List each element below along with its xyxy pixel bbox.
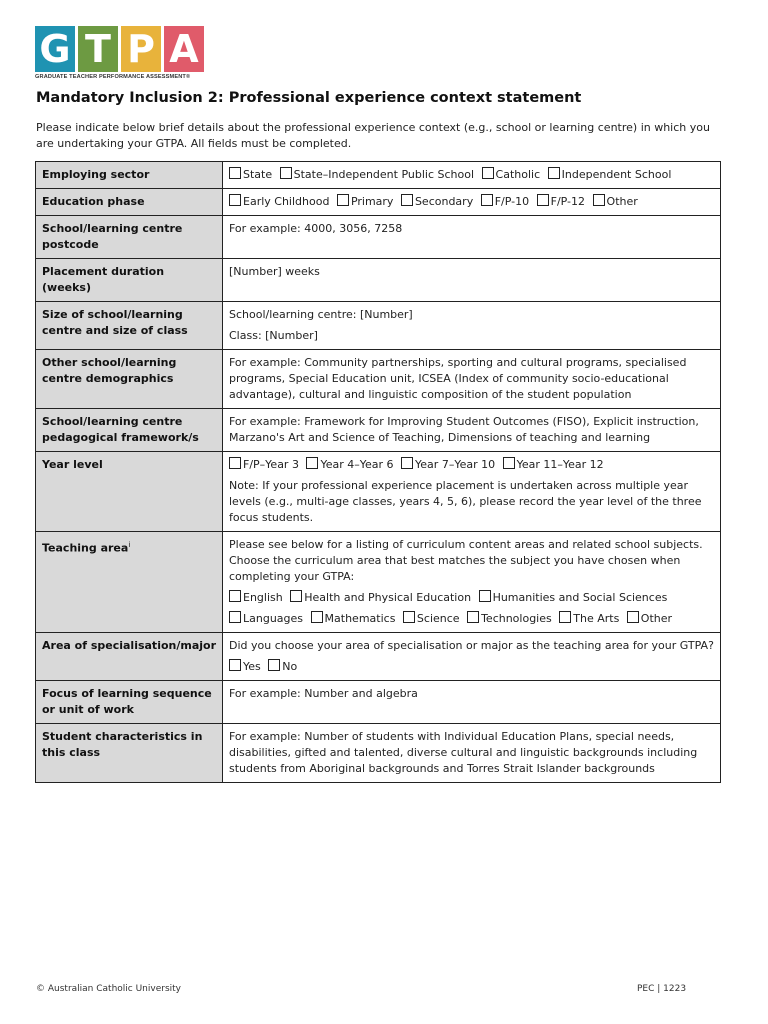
- year-level-options: [229, 457, 714, 473]
- student-characteristics-field[interactable]: For example: Number of students with Individual Education Plans, special needs, disabilities, gifted and talented, diverse cultural and linguistic backgrounds including students from Aboriginal backgrounds and Torres Strait Islander backgrounds: [223, 724, 721, 783]
- checkbox[interactable]: [337, 194, 349, 206]
- option-early-childhood[interactable]: Early Childhood: [229, 195, 329, 208]
- row-student-characteristics: [36, 724, 721, 783]
- row-demographics: [36, 350, 721, 409]
- label-placement-duration: Placement duration (weeks): [36, 259, 223, 302]
- checkbox[interactable]: [229, 167, 241, 179]
- label-employing-sector: Employing sector: [36, 162, 223, 189]
- postcode-field[interactable]: For example: 4000, 3056, 7258: [223, 216, 721, 259]
- checkbox[interactable]: [403, 611, 415, 623]
- checkbox[interactable]: [548, 167, 560, 179]
- checkbox[interactable]: [311, 611, 323, 623]
- row-education-phase: [36, 189, 721, 216]
- option-yes[interactable]: Yes: [229, 660, 261, 673]
- row-placement-duration: [36, 259, 721, 302]
- footer-copyright: © Australian Catholic University: [36, 984, 181, 994]
- option-english[interactable]: English: [229, 591, 283, 604]
- row-employing-sector: [36, 162, 721, 189]
- option-state-independent[interactable]: State–Independent Public School: [280, 168, 474, 181]
- checkbox[interactable]: [503, 457, 515, 469]
- checkbox[interactable]: [537, 194, 549, 206]
- teaching-area-options-row2: [229, 611, 714, 627]
- option-health-pe[interactable]: Health and Physical Education: [290, 591, 471, 604]
- option-year11-year12[interactable]: Year 11–Year 12: [503, 458, 604, 471]
- page-title: Mandatory Inclusion 2: Professional experience context statement: [36, 90, 582, 106]
- checkbox[interactable]: [401, 194, 413, 206]
- option-secondary[interactable]: Secondary: [401, 195, 473, 208]
- checkbox[interactable]: [229, 659, 241, 671]
- context-statement-table: [35, 161, 721, 783]
- label-size: Size of school/learning centre and size of class: [36, 302, 223, 350]
- row-focus: [36, 681, 721, 724]
- checkbox[interactable]: [229, 590, 241, 602]
- education-phase-options: [223, 189, 721, 216]
- gtpa-logo: [35, 26, 207, 82]
- row-framework: [36, 409, 721, 452]
- option-year4-year6[interactable]: Year 4–Year 6: [306, 458, 393, 471]
- year-level-note: Note: If your professional experience placement is undertaken across multiple year levels (e.g., multi-age classes, years 4, 5, 6), please record the year level of the three focus students.: [229, 479, 702, 524]
- label-year-level: Year level: [36, 452, 223, 532]
- checkbox[interactable]: [593, 194, 605, 206]
- checkbox[interactable]: [229, 611, 241, 623]
- checkbox[interactable]: [467, 611, 479, 623]
- option-no[interactable]: No: [268, 660, 297, 673]
- logo-subtitle: GRADUATE TEACHER PERFORMANCE ASSESSMENT®: [35, 74, 191, 80]
- row-size: [36, 302, 721, 350]
- checkbox[interactable]: [627, 611, 639, 623]
- option-humanities[interactable]: Humanities and Social Sciences: [479, 591, 668, 604]
- option-year7-year10[interactable]: Year 7–Year 10: [401, 458, 495, 471]
- year-level-cell: [223, 452, 721, 532]
- option-fp-12[interactable]: F/P-12: [537, 195, 585, 208]
- checkbox[interactable]: [306, 457, 318, 469]
- placement-duration-field[interactable]: [Number] weeks: [223, 259, 721, 302]
- option-fp-10[interactable]: F/P-10: [481, 195, 529, 208]
- checkbox[interactable]: [479, 590, 491, 602]
- checkbox[interactable]: [229, 457, 241, 469]
- employing-sector-options: [223, 162, 721, 189]
- footer-page-code: PEC | 1223: [637, 984, 687, 994]
- label-teaching-area: Teaching area$^i$: [36, 532, 223, 633]
- row-teaching-area: [36, 532, 721, 633]
- class-size-line: Class: [Number]: [229, 329, 318, 342]
- label-framework: School/learning centre pedagogical framework/s: [36, 409, 223, 452]
- row-postcode: [36, 216, 721, 259]
- intro-text: Please indicate below brief details about the professional experience context (e.g., school or learning centre) in which you are undertaking your GTPA. All fields must be completed.: [36, 121, 710, 150]
- option-state[interactable]: State: [229, 168, 272, 181]
- checkbox[interactable]: [280, 167, 292, 179]
- specialisation-question: Did you choose your area of specialisation or major as the teaching area for your GTPA?: [229, 639, 714, 652]
- specialisation-options: [229, 659, 714, 675]
- option-mathematics[interactable]: Mathematics: [311, 612, 396, 625]
- label-education-phase: Education phase: [36, 189, 223, 216]
- option-independent-school[interactable]: Independent School: [548, 168, 672, 181]
- option-primary[interactable]: Primary: [337, 195, 394, 208]
- label-focus: Focus of learning sequence or unit of work: [36, 681, 223, 724]
- checkbox[interactable]: [559, 611, 571, 623]
- label-demographics: Other school/learning centre demographics: [36, 350, 223, 409]
- specialisation-cell: [223, 633, 721, 681]
- teaching-area-options-row1: [229, 590, 714, 606]
- option-science[interactable]: Science: [403, 612, 460, 625]
- logo-letter-g: G: [35, 26, 75, 72]
- label-student-characteristics: Student characteristics in this class: [36, 724, 223, 783]
- option-other-area[interactable]: Other: [627, 612, 672, 625]
- option-other-phase[interactable]: Other: [593, 195, 638, 208]
- row-specialisation: [36, 633, 721, 681]
- checkbox[interactable]: [229, 194, 241, 206]
- logo-letter-t: T: [78, 26, 118, 72]
- option-languages[interactable]: Languages: [229, 612, 303, 625]
- teaching-area-cell: [223, 532, 721, 633]
- option-the-arts[interactable]: The Arts: [559, 612, 619, 625]
- focus-field[interactable]: For example: Number and algebra: [223, 681, 721, 724]
- label-postcode: School/learning centre postcode: [36, 216, 223, 259]
- logo-letter-p: P: [121, 26, 161, 72]
- option-catholic[interactable]: Catholic: [482, 168, 541, 181]
- size-field[interactable]: [223, 302, 721, 350]
- checkbox[interactable]: [481, 194, 493, 206]
- checkbox[interactable]: [290, 590, 302, 602]
- label-specialisation: Area of specialisation/major: [36, 633, 223, 681]
- school-size-line: School/learning centre: [Number]: [229, 308, 413, 321]
- checkbox[interactable]: [482, 167, 494, 179]
- checkbox[interactable]: [268, 659, 280, 671]
- option-technologies[interactable]: Technologies: [467, 612, 552, 625]
- teaching-area-intro: Please see below for a listing of curriculum content areas and related school subjects. Choose the curriculum area that best matches the subject you have chosen when completing your GTPA:: [229, 538, 703, 583]
- logo-letter-blocks: [35, 26, 207, 72]
- option-fp-year3[interactable]: F/P–Year 3: [229, 458, 299, 471]
- demographics-field[interactable]: For example: Community partnerships, sporting and cultural programs, specialised programs, Special Education unit, ICSEA (Index of community socio-educational advantage), cultural and linguistic composition of the student population: [223, 350, 721, 409]
- row-year-level: [36, 452, 721, 532]
- checkbox[interactable]: [401, 457, 413, 469]
- framework-field[interactable]: For example: Framework for Improving Student Outcomes (FISO), Explicit instruction, Marzano's Art and Science of Teaching, Dimensions of teaching and learning: [223, 409, 721, 452]
- logo-letter-a: A: [164, 26, 204, 72]
- footnote-mark: i: [128, 541, 131, 549]
